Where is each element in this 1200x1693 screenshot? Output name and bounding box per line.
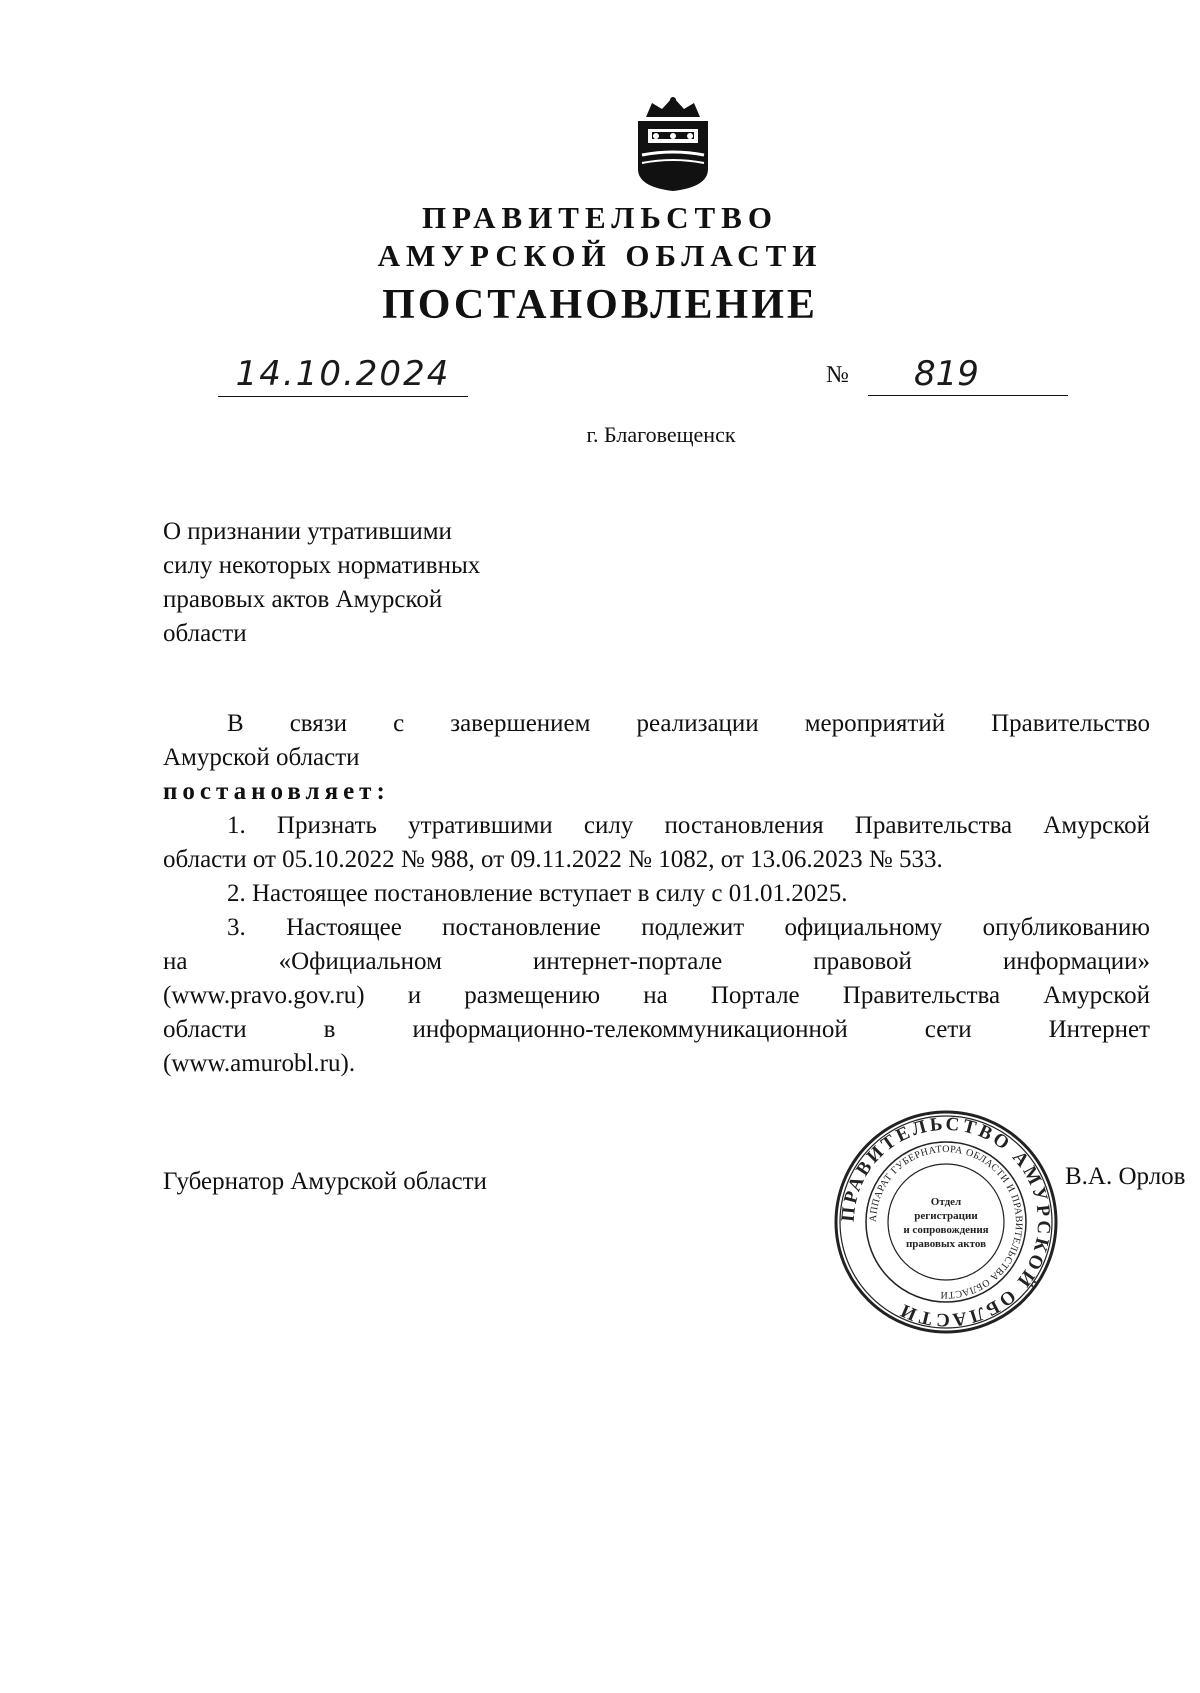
resolves-word: постановляет:	[163, 778, 390, 805]
document-subject	[163, 515, 583, 651]
coat-of-arms-emblem	[632, 95, 714, 193]
stamp-center-line: регистрации	[914, 1210, 978, 1222]
subject-line: силу некоторых нормативных	[163, 552, 481, 579]
subject-line: области	[163, 620, 247, 647]
document-type-title: ПОСТАНОВЛЕНИЕ	[382, 282, 818, 328]
paragraph-3-line: (www.amurobl.ru).	[163, 1050, 356, 1077]
intro-line: В связи с завершением реализации мероприятий Правительство	[227, 710, 1150, 737]
paragraph-2: 2. Настоящее постановление вступает в силу с 01.01.2025.	[227, 880, 848, 907]
subject-line: О признании утратившими	[163, 518, 452, 545]
signer-position: Губернатор Амурской области	[163, 1168, 487, 1195]
intro-line: Амурской области	[163, 744, 360, 771]
government-title: ПРАВИТЕЛЬСТВО	[422, 200, 778, 235]
signer-name: В.А. Орлов	[1065, 1163, 1186, 1190]
paragraph-3-line: 3. Настоящее постановление подлежит официальному опубликованию	[227, 914, 1150, 941]
document-number: 819	[868, 352, 1068, 396]
region-title: АМУРСКОЙ ОБЛАСТИ	[377, 238, 823, 273]
city: г. Благовещенск	[586, 422, 736, 447]
document-date: 14.10.2024	[218, 352, 468, 397]
stamp-outer-text: ПРАВИТЕЛЬСТВО АМУРСКОЙ ОБЛАСТИ	[837, 1113, 1055, 1331]
paragraph-3-line: области в информационно-телекоммуникационной сети Интернет	[163, 1016, 1150, 1043]
stamp-middle-text: АППАРАТ ГУБЕРНАТОРА ОБЛАСТИ И ПРАВИТЕЛЬСТВА ОБЛАСТИ	[867, 1143, 1025, 1301]
paragraph-1-line: 1. Признать утратившими силу постановления Правительства Амурской	[227, 812, 1150, 839]
svg-text:АППАРАТ ГУБЕРНАТОРА ОБЛАСТИ И	[868, 1144, 1024, 1300]
paragraph-3-line: на «Официальном интернет-портале правовой информации»	[163, 948, 1150, 975]
number-label: №	[826, 362, 849, 388]
paragraph-1-line: области от 05.10.2022 № 988, от 09.11.2022 № 1082, от 13.06.2023 № 533.	[163, 846, 943, 873]
stamp-center-line: и сопровождения	[903, 1224, 989, 1236]
document-body	[163, 707, 1150, 1081]
subject-line: правовых актов Амурской	[163, 586, 443, 613]
stamp-center-line: Отдел	[930, 1196, 962, 1208]
paragraph-3-line: (www.pravo.gov.ru) и размещению на Портале Правительства Амурской	[163, 982, 1150, 1009]
stamp-center-line: правовых актов	[905, 1238, 987, 1250]
official-stamp	[832, 1108, 1060, 1336]
